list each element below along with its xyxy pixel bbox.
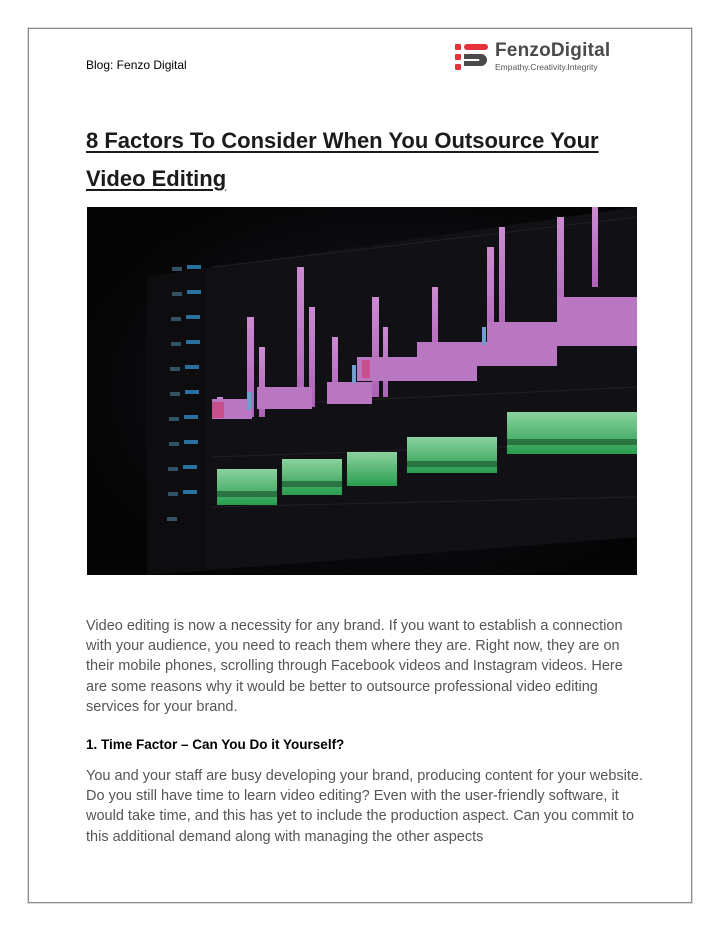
section-heading: 1. Time Factor – Can You Do it Yourself? bbox=[86, 737, 345, 752]
section-paragraph: You and your staff are busy developing your brand, producing content for your website. Do you still have time to learn video editing? Even with the user-friendly software, it would take time, and this has yet to include the production aspect. Can you commit to this additional demand along with managing the other aspects bbox=[86, 768, 643, 845]
logo-mark-icon bbox=[455, 42, 489, 72]
video-timeline-illustration bbox=[87, 207, 637, 575]
article-title: 8 Factors To Consider When You Outsource Your Video Editing bbox=[86, 128, 599, 191]
logo-tagline: Empathy.Creativity.Integrity bbox=[495, 62, 598, 72]
hero-image bbox=[87, 207, 637, 575]
intro-paragraph: Video editing is now a necessity for any brand. If you want to establish a connection with your audience, you need to reach them where they are. Right now, they are on their mobile phones, scrolling through Facebook videos and Instagram videos. Here are some reasons why it would be better to outsource professional video editing services for your brand. bbox=[86, 618, 623, 715]
blog-label: Blog: Fenzo Digital bbox=[86, 58, 187, 72]
logo-name: FenzoDigital bbox=[495, 40, 611, 61]
fenzo-digital-logo[interactable] bbox=[455, 40, 611, 74]
